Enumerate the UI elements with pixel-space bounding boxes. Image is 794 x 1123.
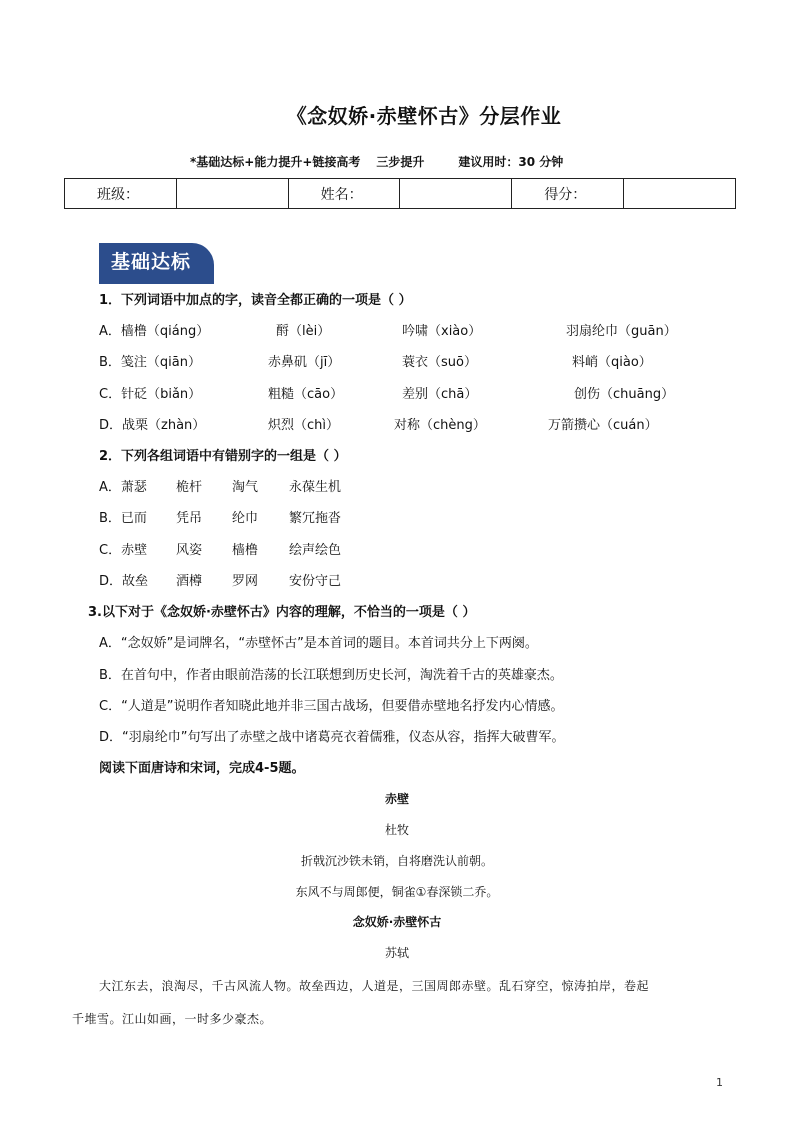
option-cell: 炽烈（chì） [268, 418, 339, 433]
option-cell: 风姿 [176, 543, 203, 558]
poem-1-line: 折戟沉沙铁未销，自将磨洗认前朝。 [300, 854, 493, 868]
question-2-option-row [0, 539, 794, 559]
student-info-table [64, 178, 736, 209]
question-3-option-b: B．在首句中，作者由眼前浩荡的长江联想到历史长河，淘洗着千古的英雄豪杰。 [99, 668, 563, 683]
question-3-option-a: A．“念奴娇”是词牌名，“赤壁怀古”是本首词的题目。本首词共分上下两阕。 [99, 636, 538, 651]
name-label: 姓名： [288, 179, 400, 209]
option-cell: 桅杆 [176, 480, 203, 495]
option-cell: A．萧瑟 [99, 480, 147, 495]
option-cell: 创伤（chuāng） [574, 387, 675, 402]
option-cell: 料峭（qiào） [572, 355, 652, 370]
section-badge: 基础达标 [99, 243, 214, 282]
reading-instruction: 阅读下面唐诗和宋词，完成4-5题。 [99, 761, 305, 776]
question-1-option-row [0, 351, 794, 371]
option-cell: D．故垒 [99, 574, 149, 589]
question-3-option-c: C．“人道是”说明作者知晓此地并非三国古战场，但要借赤壁地名抒发内心情感。 [99, 699, 564, 714]
question-1-option-row [0, 383, 794, 403]
option-cell: C．赤壁 [99, 543, 148, 558]
poem-1-title: 赤壁 [384, 792, 409, 806]
option-cell: 蓑衣（suō） [402, 355, 477, 370]
question-1-stem: 1．下列词语中加点的字，读音全都正确的一项是（ ） [99, 293, 412, 308]
subtitle-time: 建议用时：30 分钟 [458, 155, 564, 169]
question-1-option-row [0, 414, 794, 434]
subtitle-three-steps: 三步提升 [376, 155, 425, 169]
option-cell: 纶巾 [232, 511, 259, 526]
option-cell: 绘声绘色 [289, 543, 342, 558]
option-cell: B．已而 [99, 511, 147, 526]
option-cell: B．笺注（qiān） [99, 355, 201, 370]
option-cell: 酒樽 [176, 574, 203, 589]
question-2-option-row [0, 476, 794, 496]
option-cell: 对称（chèng） [394, 418, 486, 433]
class-field[interactable] [176, 179, 288, 209]
question-2-option-row [0, 570, 794, 590]
poem-1-line: 东风不与周郎便，铜雀①春深锁二乔。 [295, 885, 499, 899]
option-cell: C．针砭（biǎn） [99, 387, 202, 402]
option-cell: 安份守己 [289, 574, 342, 589]
option-cell: 羽扇纶巾（guān） [566, 324, 677, 339]
class-label: 班级： [65, 179, 177, 209]
option-cell: 赤鼻矶（jī） [268, 355, 341, 370]
option-cell: 万箭攒心（cuán） [548, 418, 658, 433]
option-cell: 酹（lèi） [276, 324, 331, 339]
option-cell: 罗网 [232, 574, 259, 589]
option-cell: 凭吊 [176, 511, 203, 526]
name-field[interactable] [400, 179, 512, 209]
question-3-option-d: D．“羽扇纶巾”句写出了赤壁之战中诸葛亮衣着儒雅，仪态从容，指挥大破曹军。 [99, 730, 565, 745]
subtitle [190, 153, 563, 170]
option-cell: 永葆生机 [289, 480, 342, 495]
section-underline [99, 282, 214, 284]
question-1-option-row [0, 320, 794, 340]
page-title: 《念奴娇·赤壁怀古》分层作业 [286, 104, 562, 128]
option-cell: 繁冗拖沓 [289, 511, 342, 526]
question-3-stem: 3.以下对于《念奴娇·赤壁怀古》内容的理解，不恰当的一项是（ ） [88, 605, 476, 620]
option-cell: 差别（chā） [402, 387, 478, 402]
option-cell: 淘气 [232, 480, 259, 495]
question-2-stem: 2．下列各组词语中有错别字的一组是（ ） [99, 449, 347, 464]
page-number: 1 [716, 1076, 723, 1089]
option-cell: 吟啸（xiào） [402, 324, 482, 339]
poem-2-text-line: 千堆雪。江山如画，一时多少豪杰。 [72, 1012, 273, 1026]
option-cell: 粗糙（cāo） [268, 387, 344, 402]
score-label: 得分： [512, 179, 624, 209]
option-cell: 樯橹 [232, 543, 259, 558]
poem-2-author: 苏轼 [384, 946, 409, 960]
score-field[interactable] [624, 179, 736, 209]
option-cell: D．战栗（zhàn） [99, 418, 206, 433]
poem-2-title: 念奴娇·赤壁怀古 [352, 915, 442, 929]
option-cell: A．樯橹（qiáng） [99, 324, 210, 339]
poem-1-author: 杜牧 [384, 823, 409, 837]
poem-2-text-line: 大江东去，浪淘尽，千古风流人物。故垒西边，人道是，三国周郎赤壁。乱石穿空，惊涛拍岸，卷起 [99, 979, 650, 993]
question-2-option-row [0, 507, 794, 527]
subtitle-steps: *基础达标+能力提升+链接高考 [190, 155, 361, 169]
